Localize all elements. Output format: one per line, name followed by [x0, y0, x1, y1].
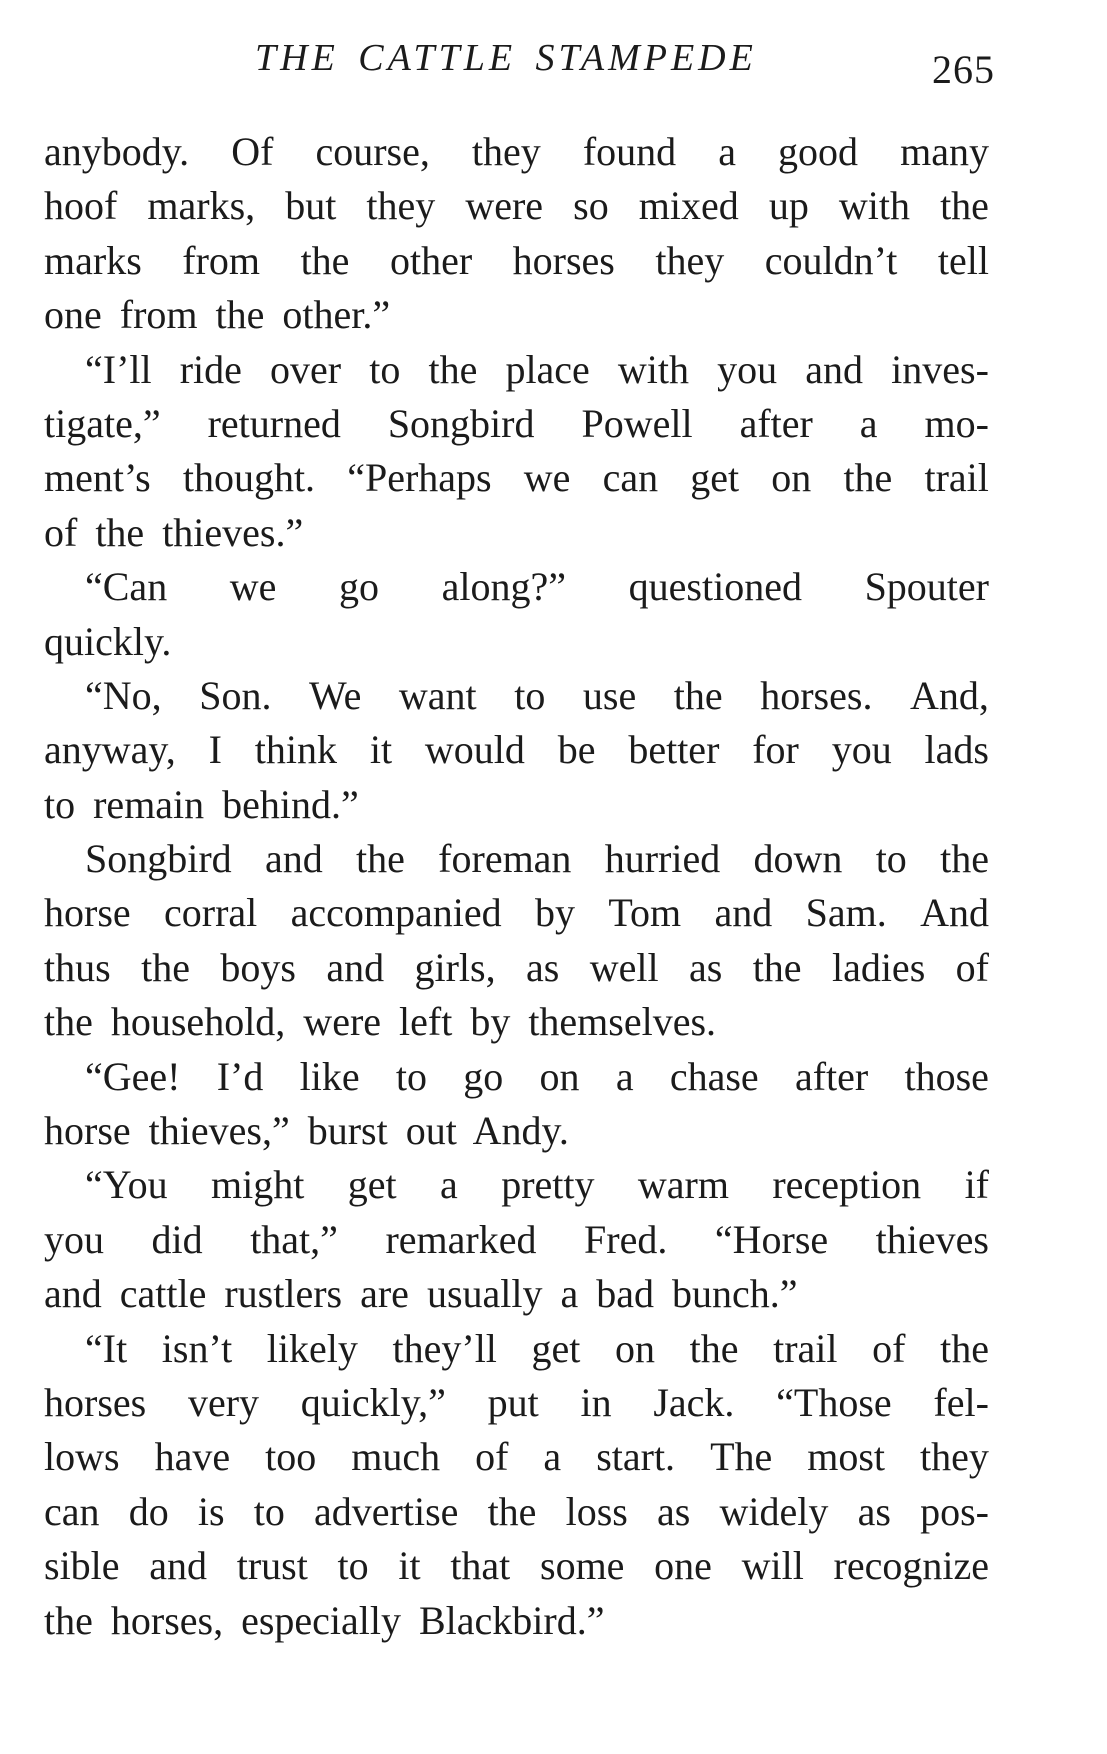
- word: and: [805, 346, 864, 392]
- word: “I’ll: [85, 346, 152, 392]
- word: some: [540, 1543, 625, 1589]
- word: to: [395, 1053, 428, 1099]
- word: would: [424, 727, 525, 773]
- word: they: [920, 1434, 989, 1480]
- word: do: [128, 1488, 169, 1534]
- word: with: [838, 183, 910, 229]
- word: the: [487, 1488, 537, 1534]
- word: a: [859, 400, 878, 446]
- word: horses: [44, 1379, 147, 1425]
- word: trust: [236, 1543, 308, 1589]
- word: couldn’t: [764, 237, 898, 283]
- word: girls,: [414, 944, 496, 990]
- page-header: [0, 30, 1107, 90]
- word: did: [151, 1216, 203, 1262]
- word: they’ll: [392, 1325, 497, 1371]
- text-line: [44, 397, 989, 451]
- word: Sam.: [805, 890, 887, 936]
- word: they: [471, 129, 541, 174]
- word: anyway,: [44, 727, 176, 773]
- word: Fred.: [584, 1216, 668, 1262]
- word: warm: [637, 1162, 729, 1208]
- word: chase: [669, 1053, 759, 1099]
- word: start.: [596, 1434, 676, 1480]
- word: one: [654, 1543, 712, 1589]
- text-line: [44, 723, 989, 777]
- body-text: [44, 125, 989, 1648]
- word: the: [940, 1325, 989, 1371]
- text-line: [44, 234, 989, 288]
- text-line: [44, 179, 989, 233]
- word: tell: [937, 237, 989, 283]
- word: the: [300, 237, 350, 283]
- word: good: [778, 129, 859, 174]
- word: to: [514, 672, 546, 718]
- word: advertise: [314, 1488, 459, 1534]
- word: accompanied: [290, 890, 502, 936]
- word: remarked: [385, 1216, 537, 1262]
- word: foreman: [438, 836, 572, 882]
- text-line: one from the other.”: [44, 292, 391, 338]
- text-line: [44, 1430, 989, 1484]
- word: the: [356, 836, 405, 882]
- word: have: [154, 1434, 231, 1480]
- word: “Those: [776, 1379, 892, 1425]
- word: course,: [315, 129, 430, 174]
- word: Son.: [199, 672, 272, 718]
- text-line: horse thieves,” burst out Andy.: [44, 1108, 569, 1154]
- word: a: [543, 1434, 562, 1480]
- word: very: [187, 1379, 260, 1425]
- word: better: [628, 727, 720, 773]
- word: as: [857, 1488, 891, 1534]
- word: “Gee!: [85, 1053, 181, 1099]
- text-line: and cattle rustlers are usually a bad bunch.”: [44, 1271, 798, 1317]
- text-line: of the thieves.”: [44, 509, 304, 555]
- word: reception: [772, 1162, 922, 1208]
- word: the: [428, 346, 478, 392]
- text-line: quickly.: [44, 618, 172, 664]
- word: to: [369, 346, 401, 392]
- page-number: 265: [932, 47, 995, 92]
- word: think: [254, 727, 338, 773]
- word: tigate,”: [44, 400, 161, 446]
- word: in: [580, 1379, 612, 1425]
- text-line: [44, 1376, 989, 1430]
- word: most: [807, 1434, 886, 1480]
- word: along?”: [441, 564, 567, 610]
- word: down: [753, 836, 843, 882]
- word: were: [465, 183, 544, 229]
- word: the: [940, 836, 989, 882]
- word: as: [688, 944, 723, 990]
- word: I: [208, 727, 222, 773]
- text-line: [44, 832, 989, 886]
- word: ride: [179, 346, 242, 392]
- word: many: [900, 129, 989, 174]
- word: “Perhaps: [347, 455, 492, 501]
- text-line: [44, 669, 989, 723]
- word: you: [44, 1216, 104, 1262]
- word: the: [843, 455, 893, 501]
- text-line: [44, 1322, 989, 1376]
- word: if: [964, 1162, 989, 1208]
- word: We: [309, 672, 362, 718]
- word: will: [741, 1543, 804, 1589]
- word: marks: [44, 237, 142, 283]
- word: fel-: [933, 1379, 989, 1425]
- word: the: [673, 672, 723, 718]
- word: by: [534, 890, 575, 936]
- word: but: [285, 183, 337, 229]
- word: quickly,”: [300, 1379, 446, 1425]
- word: for: [752, 727, 799, 773]
- word: they: [655, 237, 725, 283]
- word: those: [904, 1053, 989, 1099]
- word: they: [366, 183, 436, 229]
- word: much: [351, 1434, 441, 1480]
- text-line: [44, 1539, 989, 1593]
- word: The: [710, 1434, 773, 1480]
- word: “Can: [85, 564, 168, 610]
- word: want: [398, 672, 477, 718]
- text-line: [44, 941, 989, 995]
- word: And,: [910, 672, 989, 718]
- word: of: [475, 1434, 509, 1480]
- word: a: [440, 1162, 458, 1208]
- word: horse: [44, 890, 131, 936]
- word: ladies: [831, 944, 926, 990]
- word: that: [450, 1543, 511, 1589]
- word: and: [714, 890, 773, 936]
- word: we: [523, 455, 571, 501]
- word: to: [253, 1488, 285, 1534]
- word: isn’t: [161, 1325, 233, 1371]
- word: Tom: [608, 890, 682, 936]
- word: be: [557, 727, 596, 773]
- text-line: [44, 886, 989, 940]
- word: over: [270, 346, 342, 392]
- word: “You: [85, 1162, 168, 1208]
- word: of: [872, 1325, 906, 1371]
- word: the: [689, 1325, 739, 1371]
- word: hurried: [604, 836, 721, 882]
- word: after: [739, 400, 813, 446]
- word: “It: [85, 1325, 128, 1371]
- text-line: [44, 1050, 989, 1104]
- word: with: [617, 346, 690, 392]
- word: likely: [266, 1325, 358, 1371]
- word: horses.: [760, 672, 873, 718]
- word: place: [505, 346, 590, 392]
- word: the: [141, 944, 190, 990]
- word: so: [573, 183, 609, 229]
- word: thought.: [182, 455, 316, 501]
- word: on: [539, 1053, 580, 1099]
- word: on: [615, 1325, 656, 1371]
- word: can: [602, 455, 659, 501]
- word: you: [831, 727, 892, 773]
- word: Jack.: [653, 1379, 735, 1425]
- text-line: [44, 1158, 989, 1212]
- word: corral: [164, 890, 258, 936]
- word: from: [182, 237, 261, 283]
- word: too: [265, 1434, 317, 1480]
- word: to: [875, 836, 907, 882]
- text-line: [44, 451, 989, 505]
- word: after: [794, 1053, 869, 1099]
- word: other: [389, 237, 473, 283]
- running-title: THE CATTLE STAMPEDE: [255, 37, 757, 79]
- word: you: [717, 346, 778, 392]
- word: pos-: [920, 1488, 989, 1534]
- word: Songbird: [387, 400, 535, 446]
- text-line: [44, 343, 989, 397]
- word: thieves: [875, 1216, 989, 1262]
- text-line: to remain behind.”: [44, 781, 359, 827]
- word: it: [369, 727, 393, 773]
- text-line: [44, 1485, 989, 1539]
- word: recognize: [833, 1543, 989, 1589]
- word: lads: [924, 727, 989, 773]
- word: widely: [719, 1488, 829, 1534]
- word: get: [531, 1325, 581, 1371]
- word: “No,: [85, 672, 162, 718]
- word: go: [463, 1053, 504, 1099]
- word: can: [44, 1488, 100, 1534]
- word: inves-: [891, 346, 989, 392]
- word: and: [149, 1543, 208, 1589]
- word: that,”: [250, 1216, 338, 1262]
- word: up: [768, 183, 809, 229]
- word: to: [337, 1543, 369, 1589]
- word: get: [690, 455, 740, 501]
- word: questioned: [628, 564, 802, 610]
- word: Songbird: [85, 836, 232, 882]
- text-line: the household, were left by themselves.: [44, 999, 717, 1045]
- word: ment’s: [44, 455, 151, 501]
- word: put: [487, 1379, 539, 1425]
- word: on: [771, 455, 812, 501]
- word: Powell: [581, 400, 693, 446]
- word: the: [752, 944, 802, 990]
- word: might: [211, 1162, 305, 1208]
- word: trail: [773, 1325, 838, 1371]
- word: a: [615, 1053, 634, 1099]
- word: use: [582, 672, 637, 718]
- word: I’d: [216, 1053, 264, 1099]
- word: boys: [220, 944, 296, 990]
- word: it: [398, 1543, 421, 1589]
- word: well: [589, 944, 659, 990]
- word: of: [955, 944, 989, 990]
- text-line: [44, 125, 989, 179]
- word: as: [657, 1488, 691, 1534]
- word: hoof: [44, 183, 118, 229]
- word: like: [299, 1053, 360, 1099]
- word: as: [525, 944, 560, 990]
- text-line: [44, 1213, 989, 1267]
- text-line: [44, 560, 989, 614]
- word: Spouter: [864, 564, 989, 610]
- word: Of: [231, 129, 274, 174]
- word: and: [264, 836, 323, 882]
- word: lows: [44, 1434, 120, 1480]
- word: sible: [44, 1543, 120, 1589]
- word: And: [920, 890, 989, 936]
- word: and: [326, 944, 385, 990]
- word: returned: [207, 400, 341, 446]
- word: a: [718, 129, 736, 174]
- word: loss: [565, 1488, 628, 1534]
- word: mo-: [924, 400, 989, 446]
- text-line: the horses, especially Blackbird.”: [44, 1597, 605, 1643]
- word: we: [229, 564, 277, 610]
- word: “Horse: [714, 1216, 829, 1262]
- word: is: [197, 1488, 225, 1534]
- word: pretty: [501, 1162, 595, 1208]
- word: the: [940, 183, 989, 229]
- word: marks,: [147, 183, 256, 229]
- word: go: [339, 564, 380, 610]
- word: horses: [512, 237, 615, 283]
- word: found: [582, 129, 677, 174]
- word: thus: [44, 944, 111, 990]
- word: anybody.: [44, 129, 190, 174]
- word: get: [347, 1162, 397, 1208]
- word: trail: [924, 455, 989, 501]
- word: mixed: [638, 183, 739, 229]
